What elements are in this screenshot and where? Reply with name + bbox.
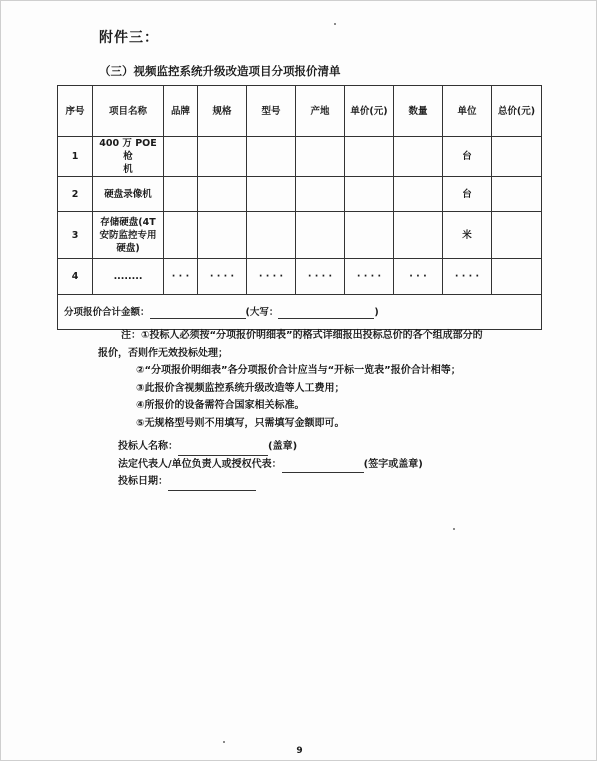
note-line: ②“分项报价明细表”各分项报价合计应当与“开标一览表”报价合计相等； [136,365,461,376]
cell-total[interactable] [492,212,542,259]
table-row [58,212,542,259]
capital-close-label: ) [374,306,379,318]
notes-section [76,327,546,432]
bidder-line [118,438,423,456]
representative-label: 法定代表人/单位负责人或授权代表： [118,458,282,470]
total-cell [58,295,542,330]
cell-qty[interactable] [394,177,443,212]
cell-brand[interactable]: · · · [164,259,198,295]
cell-model[interactable] [247,137,296,177]
capital-amount-blank[interactable] [278,307,374,319]
note-line: 报价，否则作无效投标处理； [98,347,228,359]
cell-name-line: 安防监控专用 [99,229,157,241]
table-total-row [58,295,542,330]
cell-name: 硬盘录像机 [93,177,164,212]
table-row [58,137,542,177]
col-header-origin: 产地 [296,86,345,137]
cell-price[interactable] [345,212,394,259]
cell-model[interactable] [247,212,296,259]
cell-unit: 台 [443,137,492,177]
bidder-blank[interactable] [178,444,268,456]
document-subtitle: （三）视频监控系统升级改造项目分项报价清单 [99,64,341,78]
col-header-name: 项目名称 [93,86,164,137]
quote-table [57,85,542,330]
cell-spec[interactable]: · · · · [198,259,247,295]
representative-blank[interactable] [282,461,364,473]
cell-name-line: 存储硬盘(4T [100,216,156,228]
total-amount-blank[interactable] [150,307,246,319]
cell-price[interactable]: · · · · [345,259,394,295]
signature-section [118,438,423,491]
col-header-price: 单价(元) [345,86,394,137]
cell-unit: · · · · [443,259,492,295]
date-line [118,473,423,491]
scan-speck [334,23,336,25]
note-line: ③此报价含视频监控系统升级改造等人工费用； [136,382,345,394]
cell-no: 1 [58,137,93,177]
capital-open-label: (大写： [245,306,279,318]
total-label: 分项报价合计金额： [64,306,150,318]
col-header-no: 序号 [58,86,93,137]
col-header-model: 型号 [247,86,296,137]
cell-origin[interactable]: · · · · [296,259,345,295]
cell-spec[interactable] [198,212,247,259]
cell-qty[interactable] [394,212,443,259]
cell-origin[interactable] [296,212,345,259]
cell-name-line: 机 [123,164,133,175]
cell-no: 3 [58,212,93,259]
cell-qty[interactable]: · · · [394,259,443,295]
page-number: 9 [296,746,303,756]
cell-model[interactable]: · · · · [247,259,296,295]
col-header-spec: 规格 [198,86,247,137]
cell-spec[interactable] [198,177,247,212]
cell-unit: 米 [443,212,492,259]
attachment-label: 附件三： [99,30,159,46]
cell-unit: 台 [443,177,492,212]
note-line: 注：①投标人必须按“分项报价明细表”的格式详细报出投标总价的各个组成部分的 [121,330,483,341]
cell-name: ........ [93,259,164,295]
cell-origin[interactable] [296,137,345,177]
bidder-suffix: (盖章) [268,441,298,452]
cell-origin[interactable] [296,177,345,212]
table-row [58,259,542,295]
cell-no: 4 [58,259,93,295]
bidder-label: 投标人名称： [118,441,178,452]
cell-price[interactable] [345,177,394,212]
cell-total[interactable] [492,137,542,177]
col-header-unit: 单位 [443,86,492,137]
date-blank[interactable] [168,479,256,491]
table-header-row [58,86,542,137]
cell-brand[interactable] [164,137,198,177]
representative-suffix: (签字或盖章) [363,458,423,470]
scan-speck [453,528,455,530]
note-line: ⑤无规格型号则不用填写，只需填写金额即可。 [136,417,345,429]
col-header-total: 总价(元) [492,86,542,137]
cell-model[interactable] [247,177,296,212]
cell-price[interactable] [345,137,394,177]
table-row [58,177,542,212]
scan-speck [223,741,225,743]
cell-qty[interactable] [394,137,443,177]
col-header-brand: 品牌 [164,86,198,137]
cell-total[interactable] [492,259,542,295]
cell-name-line: 硬盘) [116,242,140,254]
note-line: ④所报价的设备需符合国家相关标准。 [136,400,305,411]
cell-name-line: 400 万 POE 枪 [99,138,157,162]
date-label: 投标日期： [118,476,168,487]
col-header-qty: 数量 [394,86,443,137]
representative-line [118,456,423,474]
cell-no: 2 [58,177,93,212]
cell-total[interactable] [492,177,542,212]
cell-brand[interactable] [164,177,198,212]
cell-name [93,212,164,259]
cell-brand[interactable] [164,212,198,259]
cell-name [93,137,164,177]
cell-spec[interactable] [198,137,247,177]
